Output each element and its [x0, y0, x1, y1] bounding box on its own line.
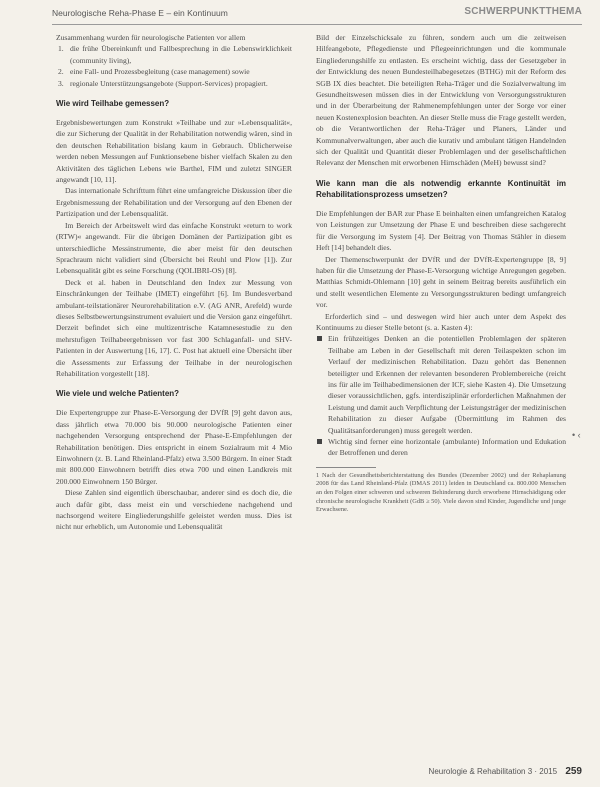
journal-name: Neurologie & Rehabilitation 3 · 2015	[428, 767, 558, 776]
list-item: Ein frühzeitiges Denken an die potentiellen Problemlagen der späteren Teilhabe am Leben in der Gesellschaft mit deren Teilaspekten schon im Verlauf der medizinischen Rehabilitation. Dazu gehört das Benennen beteiligter und Erkennen der relevanten besonderen Problembereiche (reicht ins für alle im Teilhabedimensionen der ICF, siehe Kasten 4). Die Umsetzung dieser voraussichtlichen, ggfs. interdisziplinär erforderlichen Maßnahmen der Leistung und damit auch Verpflichtung der Leistungsträger der medizinischen Rehabilitation zu dieser Aufgabe (Übermittlung im Rahmen des Qualitätsanforderungen) muss geregelt werden.	[316, 333, 566, 436]
paragraph: Erforderlich sind – und deswegen wird hier auch unter dem Aspekt des Kontinuums zu dieser Stelle betont (s. a. Kasten 4):	[316, 311, 566, 332]
header-rule	[52, 24, 582, 25]
margin-mark: • ‹	[572, 430, 581, 440]
intro-text: Zusammenhang wurden für neurologische Patienten vor allem	[56, 33, 246, 42]
list-item: 3. regionale Unterstützungsangebote (Support-Services) propagiert.	[58, 78, 268, 88]
right-column	[316, 32, 566, 515]
section-heading: Wie wird Teilhabe gemessen?	[56, 99, 170, 109]
paragraph: Das internationale Schrifttum führt eine umfangreiche Diskussion über die Ergebnismessung der Rehabilitation und der Versorgung auf den Ebenen der Partizipation und der Lebensqualität.	[56, 186, 292, 219]
section-heading: Wie kann man die als notwendig erkannte Kontinuität im Rehabilitationsprozess umsetzen?	[316, 178, 566, 199]
footnote-rule	[316, 467, 376, 468]
paragraph: Ergebnisbewertungen zum Konstrukt »Teilhabe und zur »Lebensqualität«, die zur Sicherung der Qualität in der Rehabilitation notwendig wären, sind in den deutschen Rehabilitation bislang kaum in Gebrauch. Üblicherweise werden neben Messungen auf Funktionsebene bisher vielfach Skalen zu den Aktivitäten des täglichen Lebens wie Barthel, FIM und zuletzt SINGER angewandt [10, 11].	[56, 118, 292, 185]
running-header	[52, 8, 582, 22]
paragraph: Der Themenschwerpunkt der DVfR und der DVfR-Expertengruppe [8, 9] haben für die Umsetzung der Phase-E-Versorgung wichtige Anregungen gegeben. Matthias Schmidt-Ohlemann [10] geht in seinem Beitrag bereits ausführlich ein und stellt wesentlichen Elemente zu Versorgungsstrukturen bedingt umfangreich vor.	[316, 254, 566, 310]
numbered-list	[56, 43, 292, 89]
square-bullet-icon	[317, 439, 322, 444]
section-label: SCHWERPUNKTTHEMA	[464, 6, 582, 17]
running-title: Neurologische Reha-Phase E – ein Kontinuum	[52, 8, 228, 18]
paragraph: Im Bereich der Arbeitswelt wird das einfache Konstrukt »return to work (RTW)« angewandt. Für die übrigen Domänen der Partizipation gibt es unterschiedliche Messinstrumente, die aber meist für den deutschen Sprachraum nicht validiert sind (Übersicht bei Reuhl und Plow [1]). Zur Lebensqualität gibt es seine Forschung (QOLIBRI-OS) [8].	[56, 220, 292, 276]
left-column	[56, 32, 292, 533]
list-item: 1. die frühe Übereinkunft und Fallbesprechung in die Lebenswirklichkeit (community living),	[58, 44, 292, 65]
paragraph: Deck et al. haben in Deutschland den Index zur Messung von Einschränkungen der Teilhabe (IMET) eingeführt [6]. Im Bundesverband ambulant-teilstationärer Neurorehabilitation e.V. (AG ANR, Arefeld) wurde dieses Selbstbewertungsinstrument evaluiert und die Version ganz eingeführt. Derzeit befindet sich eine multizentrische Katamnesestudie zu den mehrstufigen Teilhabeergebnissen vor fast 300 Schlaganfall- und SHV-Patienten in der Auswertung [16, 17]. C. Post hat aktuell eine Übersicht über die Assessments zur Erfassung der Teilhabe in der neurologischen Rehabilitation vorgestellt [18].	[56, 277, 292, 378]
square-bullet-icon	[317, 336, 322, 341]
paragraph: Diese Zahlen sind eigentlich überschaubar, anderer sind es doch die, die auch dafür gibt, dass meist ein und verschiedene nachgehend und nachsorgend weitere Eingliederungshilfe geleistet werden muss. Dies ist nicht nur erheblich, um Autonomie und Lebensqualität	[56, 488, 292, 532]
list-item: 2. eine Fall- und Prozessbegleitung (case management) sowie	[58, 67, 250, 77]
list-item: Wichtig sind ferner eine horizontale (ambulante) Information und Edukation der Betroffenen und deren	[316, 436, 566, 459]
page-footer	[429, 766, 582, 777]
page-number: 259	[565, 766, 582, 777]
paragraph: Bild der Einzelschicksale zu führen, sondern auch um die zeitweisen Hilfeangebote, Pflegedienste und Pflegeeinrichtungen und die kommunale Eingliederungshilfe zu entlasten. Es erscheint wichtig, dass der Gesetzgeber in der Entwicklung des neuen Bundesteilhabegesetzes (BTHG) mit der Reform des SGB IX dies beachtet. Die beteiligten Reha-Träger und die Sozialverwaltung im Gesundheitswesen müssen dies in der Entwicklung von Versorgungsstrukturen und in der Überarbeitung der Rahmenempfehlungen unter der Sorge vor einer neuen Kostenexplosion beachten. An dieser Stelle muss die Frage gestellt werden, ob die Verantwortlichen der Reha-Träger und Planers, Länder und Kommunalverwaltungen, aber auch die kurativ und ambulant tätigen Handelnden sich der Qualität und Quantität dieser Problemlagen und der gesellschaftlichen Relevanz der Menschen mit erworbenen Hirnschäden (MeH) bewusst sind?	[316, 33, 566, 168]
paragraph: Die Empfehlungen der BAR zur Phase E beinhalten einen umfangreichen Katalog von Leistungen zur Umsetzung der Phase E und beschreiben diese sachgerecht für die Versorgung im System [4]. Der Beitrag von Thomas Stähler in diesem Heft [14] behandelt dies.	[316, 208, 566, 253]
footnote: 1 Nach der Gesundheitsberichterstattung des Bundes (Dezember 2002) und der Rehaplanung 2008 für das Land Rheinland-Pfalz (DMAS 2011) leiden in Deutschland ca. 800.000 Menschen an den Folgen einer schweren und schweren Behinderung durch erworbene Hirnschädigung oder chronische neurologische Krankheit (GdB ≥ 50). Viele davon sind Kinder, Jugendliche und junge Erwachsene.	[316, 471, 566, 514]
section-heading: Wie viele und welche Patienten?	[56, 389, 180, 399]
bullet-list	[316, 333, 566, 458]
paragraph: Die Expertengruppe zur Phase-E-Versorgung der DVfR [9] geht davon aus, dass jährlich etwa 70.000 bis 90.000 neurologische Patienten einer nachgehenden Versorgung entsprechend der Phase-E-Empfehlungen der Rehabilitation benötigen. Dies entspricht in einem Sozialraum mit 4 Mio Einwohnern (z. B. Land Rheinland-Pfalz) etwa 3.500 Bürgern. In einer Stadt mit 800.000 Einwohnern betrifft dies etwa 700 und einen Landkreis mit 200.000 Einwohnern 150 Bürger.	[56, 408, 292, 486]
